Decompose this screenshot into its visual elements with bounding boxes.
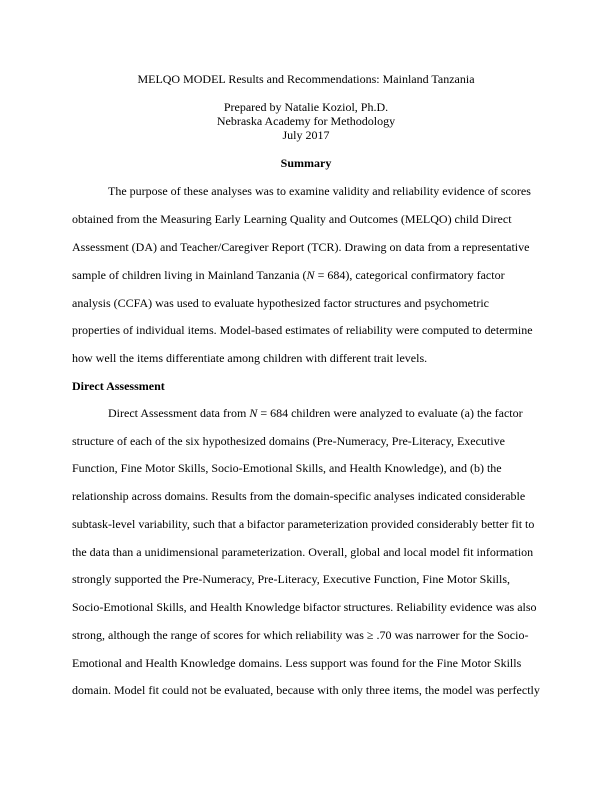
date-line: July 2017 xyxy=(282,128,330,142)
da-line-5: subtask-level variability, such that a bifactor parameterization provided considerably better fit to xyxy=(72,517,535,531)
summary-line-6: properties of individual items. Model-based estimates of reliability were computed to determine xyxy=(72,323,533,337)
summary-line-1: The purpose of these analyses was to examine validity and reliability evidence of scores xyxy=(108,184,531,198)
da-line-4: relationship across domains. Results from the domain-specific analyses indicated considerable xyxy=(72,489,526,503)
summary-heading: Summary xyxy=(280,156,332,170)
da-line-7: strongly supported the Pre-Numeracy, Pre-Literacy, Executive Function, Fine Motor Skills, xyxy=(72,572,511,586)
organization-line: Nebraska Academy for Methodology xyxy=(216,114,396,128)
da-line-8: Socio-Emotional Skills, and Health Knowledge bifactor structures. Reliability evidence was also xyxy=(72,600,537,614)
summary-line-5: analysis (CCFA) was used to evaluate hypothesized factor structures and psychometric xyxy=(72,296,489,310)
summary-line-2: obtained from the Measuring Early Learning Quality and Outcomes (MELQO) child Direct xyxy=(72,212,512,226)
author-line: Prepared by Natalie Koziol, Ph.D. xyxy=(223,100,389,114)
document-title: MELQO MODEL Results and Recommendations: Mainland Tanzania xyxy=(137,72,475,86)
da-line-10: Emotional and Health Knowledge domains. Less support was found for the Fine Motor Skills xyxy=(72,656,522,670)
da-line-2: structure of each of the six hypothesized domains (Pre-Numeracy, Pre-Literacy, Executive xyxy=(72,434,505,448)
summary-line-7: how well the items differentiate among children with different trait levels. xyxy=(72,351,428,365)
da-line-3: Function, Fine Motor Skills, Socio-Emotional Skills, and Health Knowledge), and (b) the xyxy=(72,461,502,475)
summary-line-4: sample of children living in Mainland Tanzania (N = 684), categorical confirmatory factor xyxy=(72,268,505,282)
da-line-9: strong, although the range of scores for which reliability was ≥ .70 was narrower for the Socio- xyxy=(72,628,529,642)
summary-line-3: Assessment (DA) and Teacher/Caregiver Report (TCR). Drawing on data from a representative xyxy=(72,240,530,254)
direct-assessment-heading: Direct Assessment xyxy=(72,379,165,393)
da-line-11: domain. Model fit could not be evaluated, because with only three items, the model was perfectly xyxy=(72,683,540,697)
da-line-6: the data than a unidimensional parameterization. Overall, global and local model fit information xyxy=(72,545,534,559)
da-line-1: Direct Assessment data from N = 684 children were analyzed to evaluate (a) the factor xyxy=(108,406,523,420)
